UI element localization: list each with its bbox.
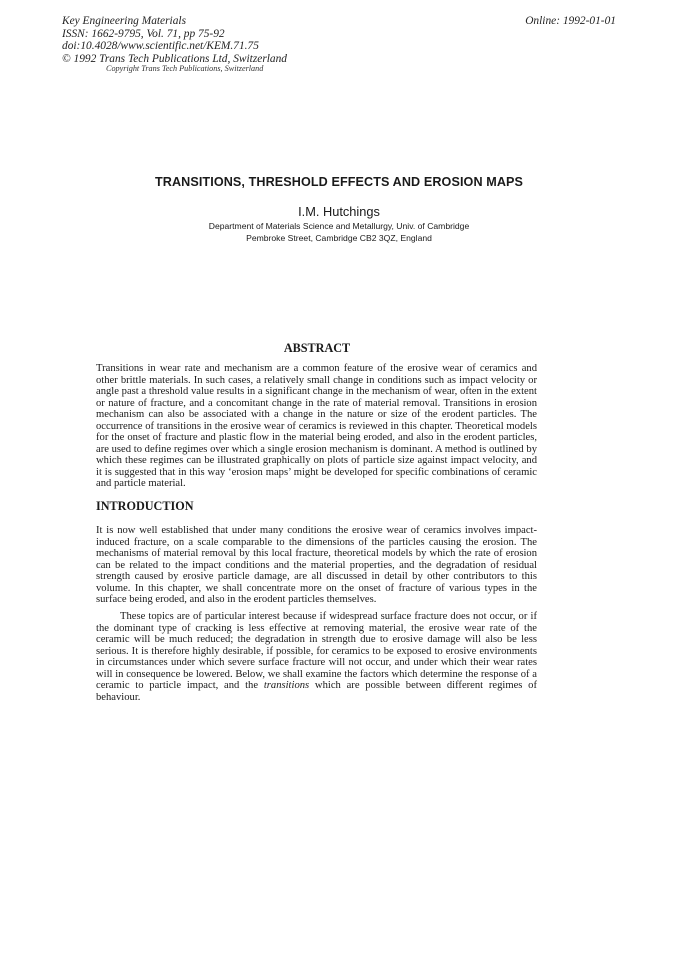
journal-name: Key Engineering Materials <box>62 15 187 27</box>
paragraph-2-text-end: which are possible between different regimes of behaviour. <box>96 680 538 703</box>
author-affiliation <box>0 221 678 244</box>
online-date: Online: 1992-01-01 <box>525 15 616 27</box>
paragraph-2-text-start: These topics are of particular interest because if widespread surface fracture does not occur, or if the dominant type of cracking is less effective at removing material, the erosive wear rate of the ceramic will be much reduced; the degradation in strength due to erosive damage will also be less serious. It is therefore highly desirable, if possible, for ceramics to be exposed to erosive environments in circumstances under which severe surface fracture will not occur, and under which their wear rates will in consequence be lowered. Below, we shall examine the factors which determine the response of a ceramic to particle impact, and the <box>96 611 537 692</box>
journal-header <box>62 15 287 65</box>
abstract-heading: ABSTRACT <box>283 341 351 355</box>
copyright-notice: Copyright Trans Tech Publications, Switzerland <box>106 64 264 73</box>
publisher-line: © 1992 Trans Tech Publications Ltd, Switzerland <box>62 52 287 65</box>
issn-line: ISSN: 1662-9795, Vol. 71, pp 75-92 <box>62 27 225 40</box>
paragraph-2-emphasis: transitions <box>263 680 310 692</box>
introduction-paragraph-2 <box>96 611 537 703</box>
doi-line: doi:10.4028/www.scientific.net/KEM.71.75 <box>62 40 259 53</box>
abstract-text: Transitions in wear rate and mechanism are a common feature of the erosive wear of ceramics and other brittle materials. In such cases, a relatively small change in conditions such as impact velocity or angle past a threshold value results in a significant change in the mechanism of wear, often in the extent or nature of fracture, and a concomitant change in the rate of material removal. Transitions in erosion mechanism can also be associated with a change in the nature or size of the erodent particles. The occurrence of transitions in the erosive wear of ceramics is reviewed in this chapter. Theoretical models for the onset of fracture and plastic flow in the material being eroded, and also in the erodent particles, are used to define regimes over which a single erosion mechanism is dominant. A method is outlined by which these regimes can be illustrated graphically on plots of particle size against impact velocity, and it is suggested that in this way ‘erosion maps’ might be developed for specific combinations of ceramic and particle material. <box>96 363 537 490</box>
introduction-paragraph-1: It is now well established that under many conditions the erosive wear of ceramics involves impact-induced fracture, on a scale comparable to the dimensions of the particles causing the erosion. The mechanisms of material removal by this local fracture, theoretical models by which the rate of erosion can be related to the impact conditions and the material properties, and the degradation of residual strength caused by erosive particle damage, are all discussed in detail by other contributors to this volume. In this chapter, we shall concentrate more on the onset of fracture of various types in the surface being eroded, and also in the erodent particles themselves. <box>96 525 537 606</box>
paper-title: TRANSITIONS, THRESHOLD EFFECTS AND EROSION MAPS <box>154 175 524 189</box>
affiliation-line-1: Department of Materials Science and Metallurgy, Univ. of Cambridge <box>208 221 470 231</box>
introduction-heading: INTRODUCTION <box>96 499 194 513</box>
paper-author: I.M. Hutchings <box>298 204 380 219</box>
affiliation-line-2: Pembroke Street, Cambridge CB2 3QZ, England <box>246 232 432 243</box>
